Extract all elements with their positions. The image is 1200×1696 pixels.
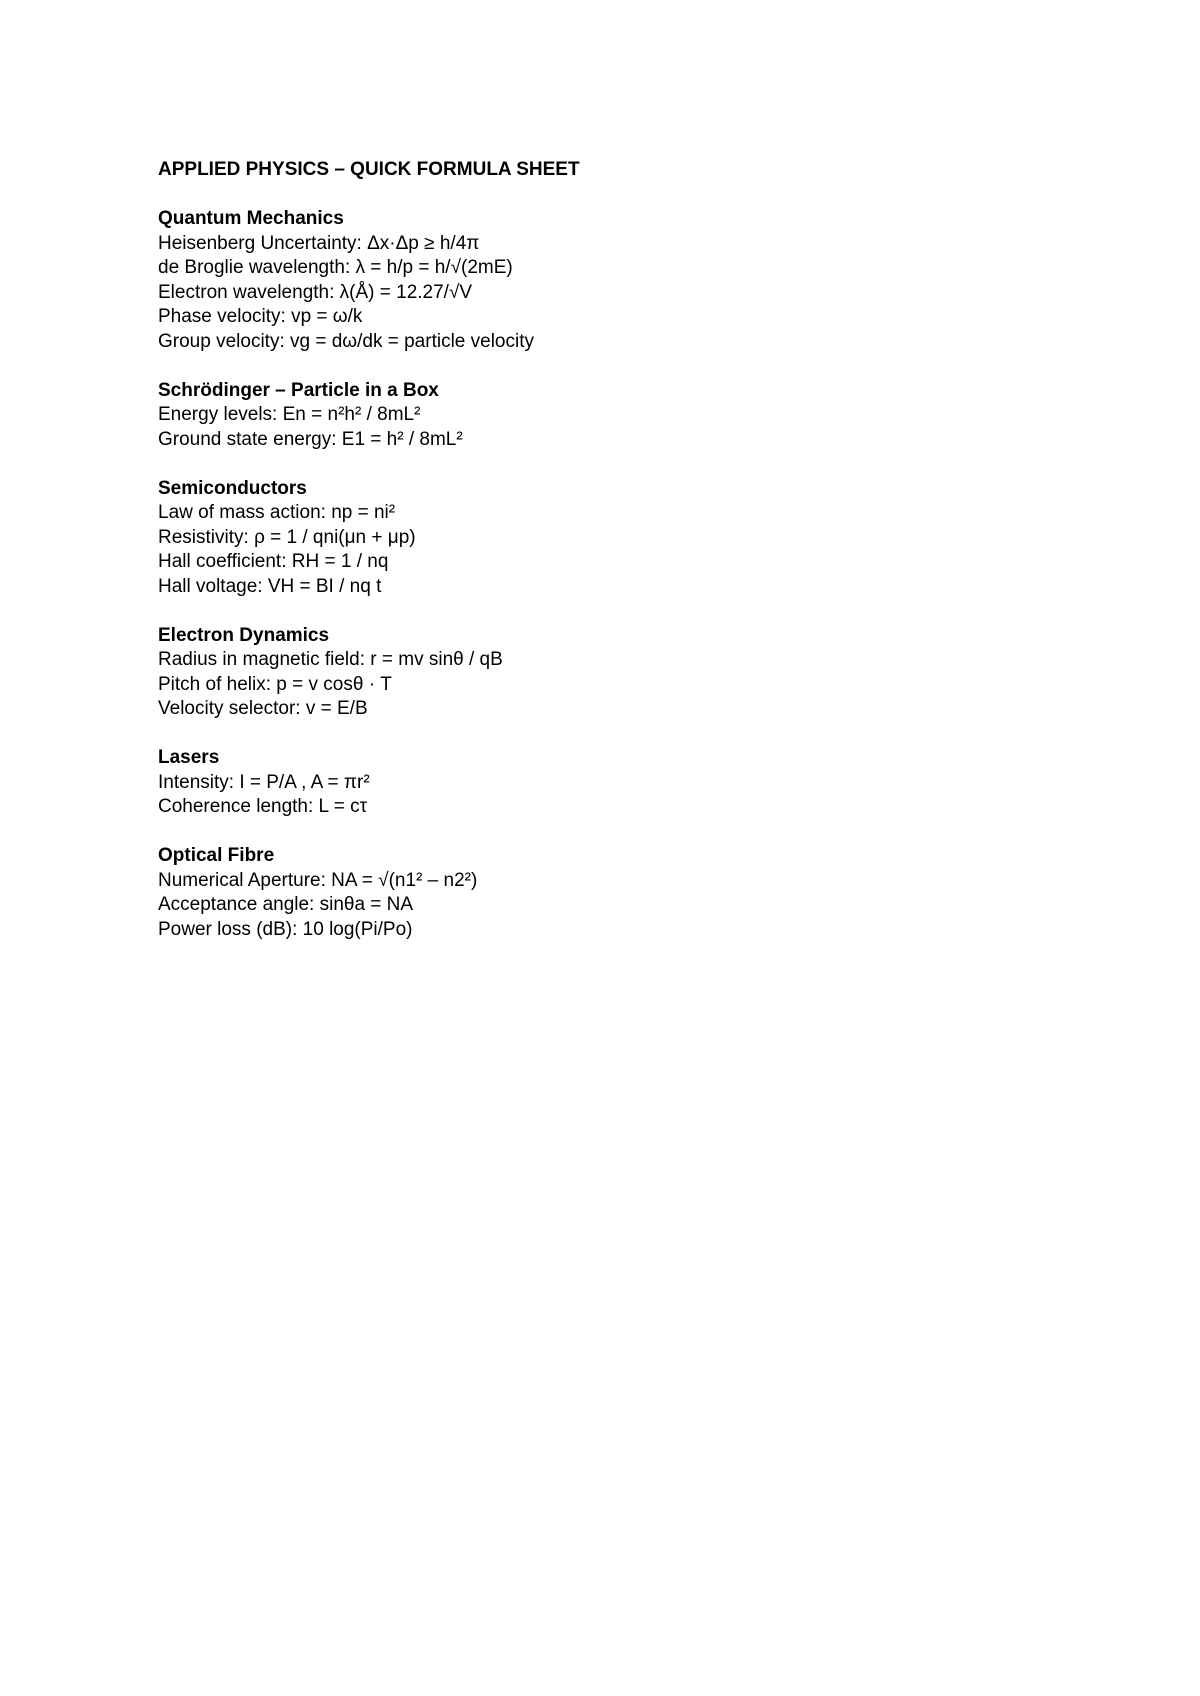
section-particle-in-a-box [158,379,1058,453]
formula-line: Law of mass action: np = ni² [158,502,396,523]
formula-line: Energy levels: En = n²h² / 8mL² [158,404,421,425]
formula-line: Numerical Aperture: NA = √(n1² – n2²) [158,869,478,891]
section-heading: Quantum Mechanics [158,208,344,229]
formula-line: Heisenberg Uncertainty: Δx·Δp ≥ h/4π [158,232,480,254]
formula-line: Resistivity: ρ = 1 / qni(μn + μp) [158,526,416,548]
section-heading: Schrödinger – Particle in a Box [158,379,439,401]
section-heading: Optical Fibre [158,845,275,866]
formula-line: Group velocity: vg = dω/dk = particle velocity [158,330,535,352]
formula-line: Ground state energy: E1 = h² / 8mL² [158,428,463,450]
section-heading: Semiconductors [158,477,307,499]
section-optical-fibre [158,844,1058,942]
document-title: APPLIED PHYSICS – QUICK FORMULA SHEET [158,159,580,180]
formula-line: Radius in magnetic field: r = mv sinθ / qB [158,649,503,670]
formula-line: Hall voltage: VH = BI / nq t [158,575,382,597]
formula-line: Hall coefficient: RH = 1 / nq [158,551,389,572]
section-lasers [158,746,1058,820]
formula-line: Phase velocity: vp = ω/k [158,306,363,327]
formula-line: Electron wavelength: λ(Å) = 12.27/√V [158,281,473,303]
formula-line: de Broglie wavelength: λ = h/p = h/√(2mE) [158,257,513,278]
formula-line: Coherence length: L = cτ [158,796,368,817]
section-semiconductors [158,477,1058,600]
formula-sheet [158,158,1058,967]
section-heading: Electron Dynamics [158,624,330,646]
formula-line: Acceptance angle: sinθa = NA [158,894,414,915]
formula-line: Pitch of helix: p = v cosθ · T [158,673,392,695]
formula-line: Velocity selector: v = E/B [158,698,368,719]
formula-line: Power loss (dB): 10 log(Pi/Po) [158,918,413,940]
section-quantum-mechanics [158,207,1058,354]
section-electron-dynamics [158,624,1058,722]
section-heading: Lasers [158,747,220,768]
formula-line: Intensity: I = P/A , A = πr² [158,771,370,793]
